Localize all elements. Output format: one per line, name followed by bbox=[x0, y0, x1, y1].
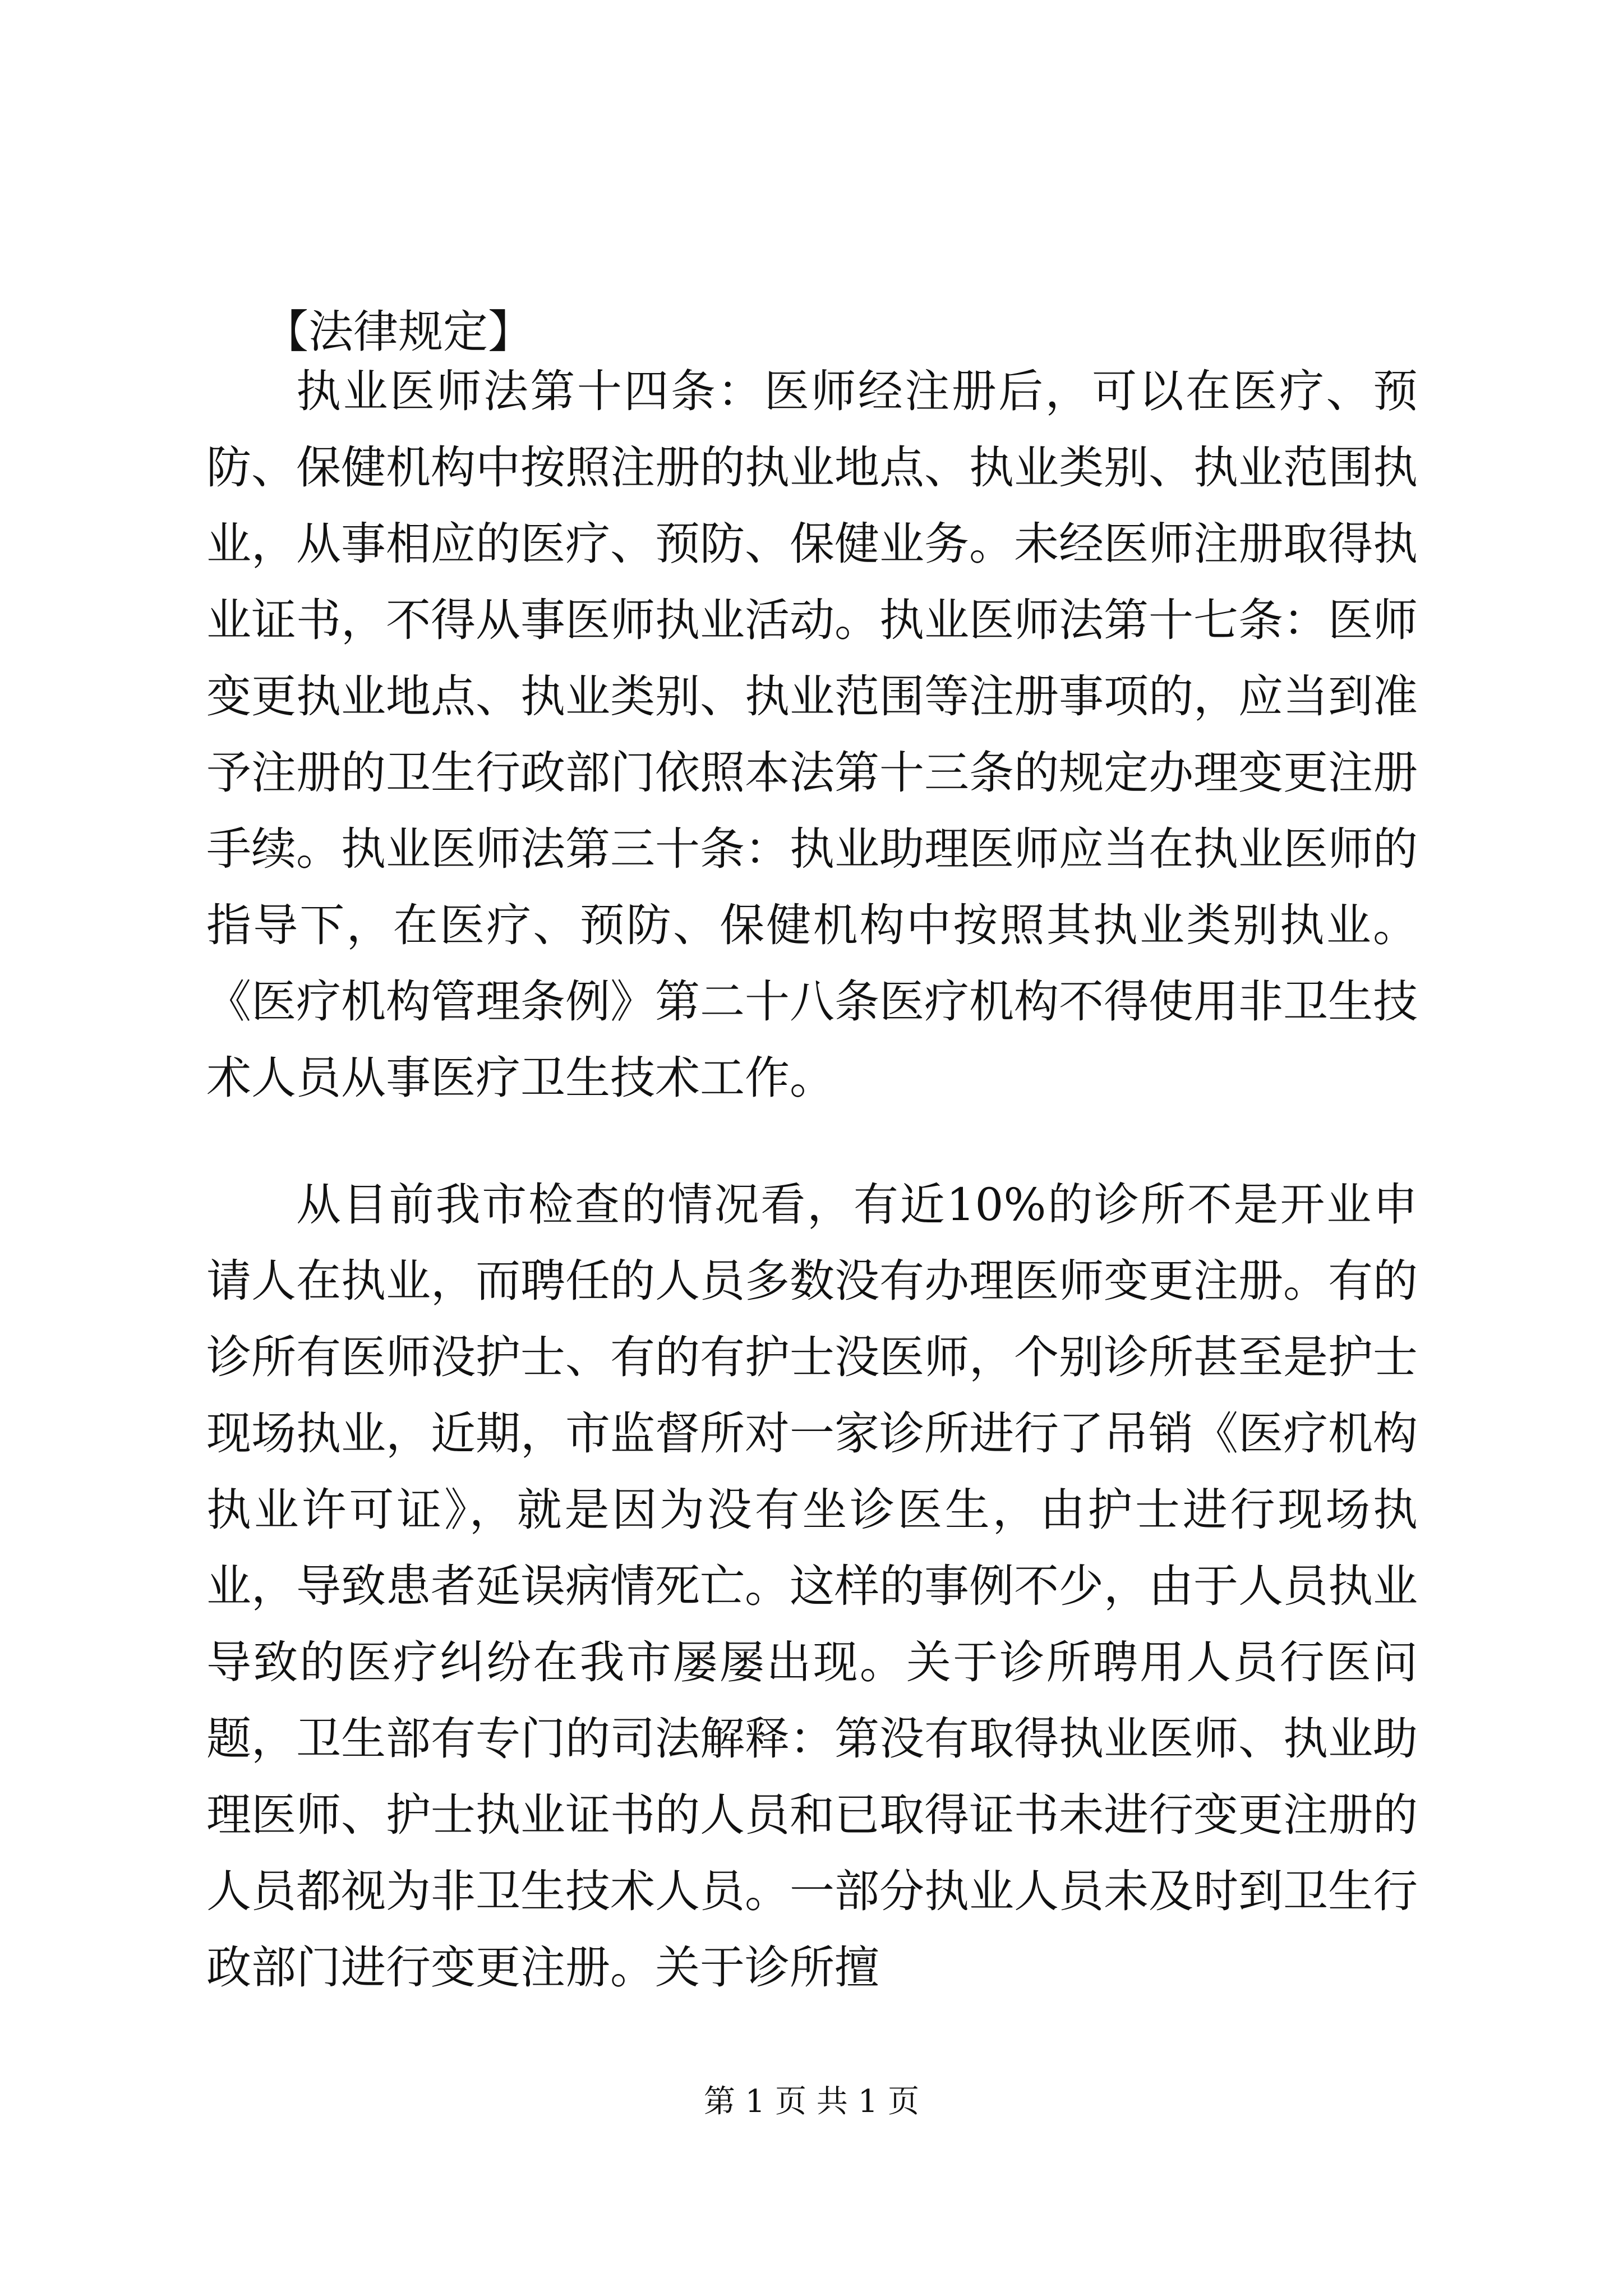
section-heading: 【法律规定】 bbox=[264, 306, 533, 358]
paragraph-legal-provisions: 执业医师法第十四条：医师经注册后，可以在医疗、预防、保健机构中按照注册的执业地点、执业类别、执业范围执业，从事相应的医疗、预防、保健业务。未经医师注册取得执业证书，不得从事医师执业活动。执业医师法第十七条：医师变更执业地点、执业类别、执业范围等注册事项的，应当到准予注册的卫生行政部门依照本法第十三条的规定办理变更注册手续。执业医师法第三十条：执业助理医师应当在执业医师的指导下，在医疗、预防、保健机构中按照其执业类别执业。《医疗机构管理条例》第二十八条医疗机构不得使用非卫生技术人员从事医疗卫生技术工作。 bbox=[206, 365, 1418, 1104]
paragraph-current-situation: 从目前我市检查的情况看，有近10%的诊所不是开业申请人在执业，而聘任的人员多数没有办理医师变更注册。有的诊所有医师没护士、有的有护士没医师，个别诊所甚至是护士现场执业，近期，市监督所对一家诊所进行了吊销《医疗机构执业许可证》，就是因为没有坐诊医生，由护士进行现场执业，导致患者延误病情死亡。这样的事例不少，由于人员执业导致的医疗纠纷在我市屡屡出现。关于诊所聘用人员行医问题，卫生部有专门的司法解释：第没有取得执业医师、执业助理医师、护士执业证书的人员和已取得证书未进行变更注册的人员都视为非卫生技术人员。一部分执业人员未及时到卫生行政部门进行变更注册。关于诊所擅 bbox=[206, 1179, 1418, 1994]
page-footer: 第 1 页 共 1 页 bbox=[703, 2083, 920, 2120]
